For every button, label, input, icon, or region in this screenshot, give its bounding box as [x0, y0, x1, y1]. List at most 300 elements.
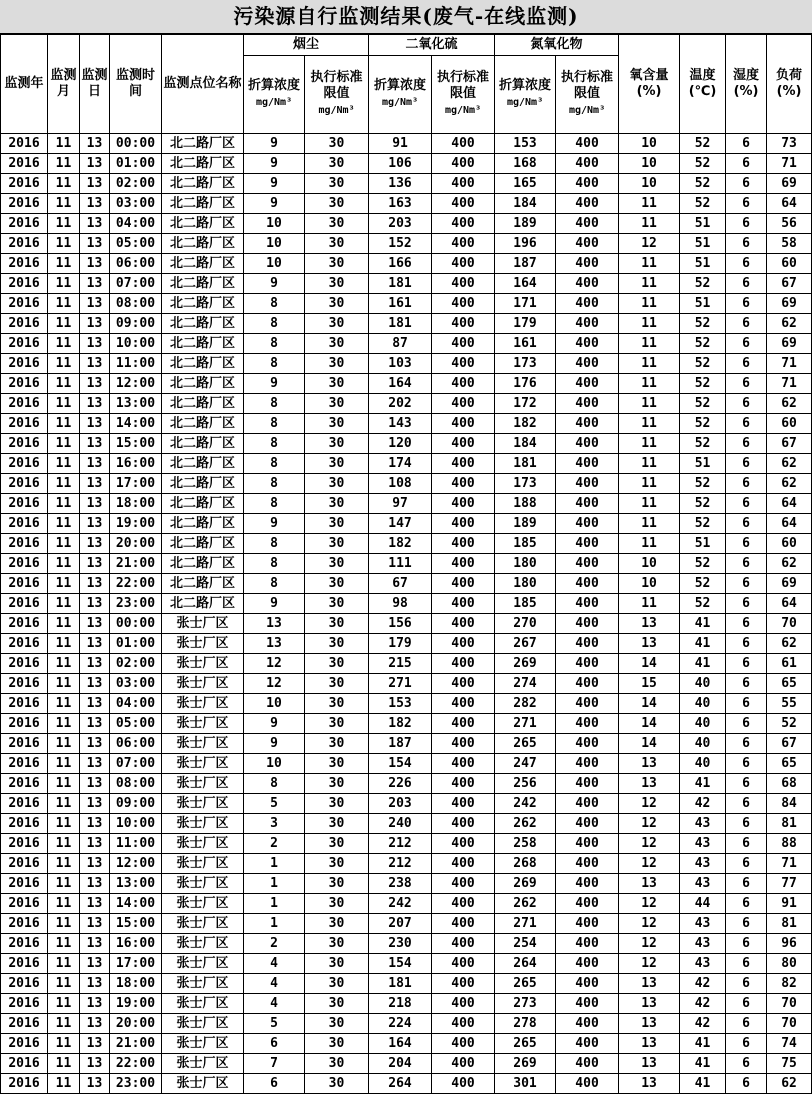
- humidity-cell: 6: [726, 894, 767, 914]
- so2-conc-cell: 174: [369, 454, 432, 474]
- oxygen-cell: 11: [619, 254, 680, 274]
- site-cell: 张士厂区: [162, 734, 244, 754]
- site-cell: 张士厂区: [162, 654, 244, 674]
- dust-conc-cell: 10: [244, 214, 305, 234]
- so2-limit-cell: 400: [432, 234, 495, 254]
- year-cell: 2016: [1, 674, 48, 694]
- col-load: 负荷(%): [767, 35, 812, 134]
- site-cell: 张士厂区: [162, 1014, 244, 1034]
- so2-conc-cell: 226: [369, 774, 432, 794]
- table-row: [1, 994, 812, 1014]
- nox-conc-cell: 181: [495, 454, 556, 474]
- table-row: [1, 794, 812, 814]
- temperature-cell: 52: [680, 574, 726, 594]
- nox-conc-cell: 173: [495, 354, 556, 374]
- temperature-cell: 43: [680, 814, 726, 834]
- month-cell: 11: [48, 354, 80, 374]
- table-row: [1, 754, 812, 774]
- year-cell: 2016: [1, 1054, 48, 1074]
- month-cell: 11: [48, 514, 80, 534]
- nox-conc-cell: 269: [495, 1054, 556, 1074]
- oxygen-cell: 12: [619, 234, 680, 254]
- table-row: [1, 914, 812, 934]
- nox-limit-cell: 400: [556, 774, 619, 794]
- time-cell: 08:00: [110, 774, 162, 794]
- limit-label: 执行标准限值: [561, 70, 614, 101]
- day-cell: 13: [80, 374, 110, 394]
- nox-limit-cell: 400: [556, 334, 619, 354]
- oxygen-cell: 13: [619, 994, 680, 1014]
- month-cell: 11: [48, 134, 80, 154]
- day-cell: 13: [80, 714, 110, 734]
- site-cell: 张士厂区: [162, 1034, 244, 1054]
- time-cell: 22:00: [110, 574, 162, 594]
- group-nox: 氮氧化物: [495, 35, 619, 56]
- time-cell: 21:00: [110, 554, 162, 574]
- oxygen-cell: 11: [619, 374, 680, 394]
- time-cell: 13:00: [110, 394, 162, 414]
- so2-conc-cell: 154: [369, 754, 432, 774]
- temperature-cell: 41: [680, 634, 726, 654]
- site-cell: 北二路厂区: [162, 574, 244, 594]
- col-nox-limit: [556, 56, 619, 134]
- load-cell: 71: [767, 354, 812, 374]
- year-cell: 2016: [1, 294, 48, 314]
- month-cell: 11: [48, 794, 80, 814]
- day-cell: 13: [80, 354, 110, 374]
- so2-conc-cell: 181: [369, 974, 432, 994]
- dust-conc-cell: 9: [244, 174, 305, 194]
- conc-label: 折算浓度: [499, 78, 552, 93]
- site-cell: 张士厂区: [162, 694, 244, 714]
- day-cell: 13: [80, 254, 110, 274]
- table-row: [1, 154, 812, 174]
- unit-label: mg/Nm³: [568, 105, 606, 116]
- oxygen-cell: 11: [619, 434, 680, 454]
- site-cell: 张士厂区: [162, 814, 244, 834]
- nox-conc-cell: 278: [495, 1014, 556, 1034]
- month-cell: 11: [48, 934, 80, 954]
- temperature-cell: 43: [680, 834, 726, 854]
- dust-limit-cell: 30: [305, 434, 369, 454]
- table-row: [1, 314, 812, 334]
- nox-limit-cell: 400: [556, 494, 619, 514]
- site-cell: 张士厂区: [162, 614, 244, 634]
- humidity-cell: 6: [726, 514, 767, 534]
- time-cell: 01:00: [110, 154, 162, 174]
- temperature-cell: 52: [680, 194, 726, 214]
- site-cell: 北二路厂区: [162, 274, 244, 294]
- temperature-cell: 44: [680, 894, 726, 914]
- nox-limit-cell: 400: [556, 1034, 619, 1054]
- oxygen-cell: 12: [619, 854, 680, 874]
- dust-limit-cell: 30: [305, 194, 369, 214]
- dust-limit-cell: 30: [305, 854, 369, 874]
- humidity-cell: 6: [726, 814, 767, 834]
- year-cell: 2016: [1, 474, 48, 494]
- dust-limit-cell: 30: [305, 674, 369, 694]
- temperature-cell: 52: [680, 434, 726, 454]
- so2-conc-cell: 179: [369, 634, 432, 654]
- day-cell: 13: [80, 454, 110, 474]
- day-cell: 13: [80, 1054, 110, 1074]
- year-cell: 2016: [1, 714, 48, 734]
- humidity-cell: 6: [726, 1014, 767, 1034]
- site-cell: 张士厂区: [162, 874, 244, 894]
- month-cell: 11: [48, 774, 80, 794]
- temperature-cell: 40: [680, 754, 726, 774]
- table-row: [1, 514, 812, 534]
- dust-limit-cell: 30: [305, 594, 369, 614]
- time-cell: 06:00: [110, 254, 162, 274]
- day-cell: 13: [80, 554, 110, 574]
- nox-conc-cell: 247: [495, 754, 556, 774]
- load-cell: 58: [767, 234, 812, 254]
- load-cell: 75: [767, 1054, 812, 1074]
- table-row: [1, 574, 812, 594]
- year-cell: 2016: [1, 894, 48, 914]
- temperature-cell: 52: [680, 374, 726, 394]
- temperature-cell: 43: [680, 854, 726, 874]
- humidity-cell: 6: [726, 834, 767, 854]
- dust-limit-cell: 30: [305, 914, 369, 934]
- load-cell: 55: [767, 694, 812, 714]
- nox-conc-cell: 269: [495, 874, 556, 894]
- month-cell: 11: [48, 634, 80, 654]
- day-cell: 13: [80, 634, 110, 654]
- year-cell: 2016: [1, 934, 48, 954]
- dust-conc-cell: 6: [244, 1034, 305, 1054]
- oxygen-cell: 12: [619, 794, 680, 814]
- temperature-cell: 43: [680, 954, 726, 974]
- nox-limit-cell: 400: [556, 934, 619, 954]
- time-cell: 04:00: [110, 694, 162, 714]
- nox-limit-cell: 400: [556, 454, 619, 474]
- site-cell: 北二路厂区: [162, 354, 244, 374]
- year-cell: 2016: [1, 194, 48, 214]
- day-cell: 13: [80, 734, 110, 754]
- day-cell: 13: [80, 494, 110, 514]
- day-cell: 13: [80, 894, 110, 914]
- temperature-cell: 41: [680, 654, 726, 674]
- month-cell: 11: [48, 954, 80, 974]
- table-header: [1, 35, 812, 134]
- col-month: 监测月: [48, 35, 80, 134]
- time-cell: 05:00: [110, 714, 162, 734]
- table-row: [1, 814, 812, 834]
- table-row: [1, 554, 812, 574]
- humidity-cell: 6: [726, 134, 767, 154]
- so2-conc-cell: 161: [369, 294, 432, 314]
- site-cell: 北二路厂区: [162, 294, 244, 314]
- nox-limit-cell: 400: [556, 214, 619, 234]
- so2-limit-cell: 400: [432, 214, 495, 234]
- so2-conc-cell: 182: [369, 534, 432, 554]
- year-cell: 2016: [1, 334, 48, 354]
- nox-limit-cell: 400: [556, 794, 619, 814]
- table-row: [1, 1074, 812, 1094]
- month-cell: 11: [48, 834, 80, 854]
- so2-conc-cell: 67: [369, 574, 432, 594]
- load-cell: 64: [767, 594, 812, 614]
- year-cell: 2016: [1, 534, 48, 554]
- load-cell: 70: [767, 994, 812, 1014]
- table-row: [1, 634, 812, 654]
- oxygen-cell: 14: [619, 714, 680, 734]
- year-cell: 2016: [1, 154, 48, 174]
- so2-conc-cell: 218: [369, 994, 432, 1014]
- nox-conc-cell: 270: [495, 614, 556, 634]
- so2-conc-cell: 271: [369, 674, 432, 694]
- month-cell: 11: [48, 894, 80, 914]
- site-cell: 张士厂区: [162, 774, 244, 794]
- nox-limit-cell: 400: [556, 734, 619, 754]
- dust-conc-cell: 4: [244, 954, 305, 974]
- site-cell: 张士厂区: [162, 974, 244, 994]
- day-cell: 13: [80, 954, 110, 974]
- day-cell: 13: [80, 994, 110, 1014]
- month-cell: 11: [48, 334, 80, 354]
- load-cell: 70: [767, 614, 812, 634]
- nox-conc-cell: 161: [495, 334, 556, 354]
- dust-limit-cell: 30: [305, 294, 369, 314]
- dust-limit-cell: 30: [305, 414, 369, 434]
- nox-limit-cell: 400: [556, 274, 619, 294]
- so2-limit-cell: 400: [432, 474, 495, 494]
- dust-conc-cell: 8: [244, 534, 305, 554]
- oxygen-cell: 11: [619, 534, 680, 554]
- oxygen-cell: 11: [619, 394, 680, 414]
- day-cell: 13: [80, 414, 110, 434]
- so2-conc-cell: 242: [369, 894, 432, 914]
- humidity-cell: 6: [726, 314, 767, 334]
- load-cell: 65: [767, 674, 812, 694]
- humidity-cell: 6: [726, 734, 767, 754]
- nox-conc-cell: 153: [495, 134, 556, 154]
- load-cell: 62: [767, 454, 812, 474]
- nox-limit-cell: 400: [556, 914, 619, 934]
- temperature-cell: 40: [680, 734, 726, 754]
- year-cell: 2016: [1, 454, 48, 474]
- nox-limit-cell: 400: [556, 874, 619, 894]
- oxygen-cell: 12: [619, 934, 680, 954]
- year-cell: 2016: [1, 234, 48, 254]
- dust-limit-cell: 30: [305, 254, 369, 274]
- year-cell: 2016: [1, 494, 48, 514]
- month-cell: 11: [48, 814, 80, 834]
- nox-limit-cell: 400: [556, 354, 619, 374]
- table-row: [1, 1054, 812, 1074]
- load-cell: 60: [767, 534, 812, 554]
- nox-limit-cell: 400: [556, 134, 619, 154]
- table-row: [1, 874, 812, 894]
- dust-limit-cell: 30: [305, 654, 369, 674]
- day-cell: 13: [80, 434, 110, 454]
- oxygen-cell: 13: [619, 1034, 680, 1054]
- col-nox-conc: [495, 56, 556, 134]
- load-cell: 56: [767, 214, 812, 234]
- year-cell: 2016: [1, 574, 48, 594]
- col-oxygen: 氧含量(%): [619, 35, 680, 134]
- so2-limit-cell: 400: [432, 534, 495, 554]
- load-cell: 67: [767, 274, 812, 294]
- so2-limit-cell: 400: [432, 414, 495, 434]
- day-cell: 13: [80, 314, 110, 334]
- year-cell: 2016: [1, 734, 48, 754]
- nox-conc-cell: 262: [495, 894, 556, 914]
- table-row: [1, 594, 812, 614]
- nox-conc-cell: 188: [495, 494, 556, 514]
- oxygen-cell: 10: [619, 554, 680, 574]
- oxygen-cell: 13: [619, 1014, 680, 1034]
- time-cell: 20:00: [110, 534, 162, 554]
- time-cell: 17:00: [110, 474, 162, 494]
- temperature-cell: 42: [680, 974, 726, 994]
- oxygen-cell: 12: [619, 834, 680, 854]
- so2-limit-cell: 400: [432, 994, 495, 1014]
- table-row: [1, 254, 812, 274]
- temperature-cell: 52: [680, 414, 726, 434]
- humidity-cell: 6: [726, 414, 767, 434]
- load-cell: 74: [767, 1034, 812, 1054]
- table-row: [1, 494, 812, 514]
- nox-conc-cell: 265: [495, 974, 556, 994]
- so2-conc-cell: 203: [369, 214, 432, 234]
- so2-limit-cell: 400: [432, 574, 495, 594]
- dust-conc-cell: 5: [244, 1014, 305, 1034]
- so2-limit-cell: 400: [432, 1014, 495, 1034]
- table-row: [1, 834, 812, 854]
- site-cell: 张士厂区: [162, 1074, 244, 1094]
- dust-conc-cell: 10: [244, 694, 305, 714]
- time-cell: 09:00: [110, 794, 162, 814]
- nox-limit-cell: 400: [556, 294, 619, 314]
- dust-limit-cell: 30: [305, 454, 369, 474]
- load-cell: 62: [767, 474, 812, 494]
- so2-conc-cell: 87: [369, 334, 432, 354]
- month-cell: 11: [48, 714, 80, 734]
- year-cell: 2016: [1, 834, 48, 854]
- dust-conc-cell: 4: [244, 974, 305, 994]
- col-so2-conc: [369, 56, 432, 134]
- nox-limit-cell: 400: [556, 974, 619, 994]
- so2-limit-cell: 400: [432, 614, 495, 634]
- so2-limit-cell: 400: [432, 714, 495, 734]
- month-cell: 11: [48, 494, 80, 514]
- time-cell: 11:00: [110, 834, 162, 854]
- month-cell: 11: [48, 1054, 80, 1074]
- so2-limit-cell: 400: [432, 954, 495, 974]
- month-cell: 11: [48, 234, 80, 254]
- month-cell: 11: [48, 1074, 80, 1094]
- nox-conc-cell: 258: [495, 834, 556, 854]
- humidity-cell: 6: [726, 174, 767, 194]
- dust-conc-cell: 8: [244, 554, 305, 574]
- temperature-cell: 52: [680, 474, 726, 494]
- so2-limit-cell: 400: [432, 354, 495, 374]
- load-cell: 70: [767, 1014, 812, 1034]
- dust-limit-cell: 30: [305, 614, 369, 634]
- oxygen-cell: 10: [619, 154, 680, 174]
- nox-limit-cell: 400: [556, 654, 619, 674]
- table-row: [1, 234, 812, 254]
- day-cell: 13: [80, 234, 110, 254]
- humidity-cell: 6: [726, 854, 767, 874]
- site-cell: 张士厂区: [162, 934, 244, 954]
- time-cell: 12:00: [110, 854, 162, 874]
- nox-limit-cell: 400: [556, 394, 619, 414]
- dust-conc-cell: 8: [244, 334, 305, 354]
- year-cell: 2016: [1, 994, 48, 1014]
- temperature-cell: 52: [680, 314, 726, 334]
- day-cell: 13: [80, 474, 110, 494]
- table-row: [1, 474, 812, 494]
- so2-conc-cell: 111: [369, 554, 432, 574]
- humidity-cell: 6: [726, 714, 767, 734]
- load-cell: 71: [767, 154, 812, 174]
- time-cell: 18:00: [110, 494, 162, 514]
- col-dust-conc: [244, 56, 305, 134]
- so2-conc-cell: 204: [369, 1054, 432, 1074]
- nox-limit-cell: 400: [556, 634, 619, 654]
- nox-conc-cell: 262: [495, 814, 556, 834]
- dust-conc-cell: 8: [244, 434, 305, 454]
- nox-conc-cell: 180: [495, 554, 556, 574]
- year-cell: 2016: [1, 794, 48, 814]
- so2-conc-cell: 91: [369, 134, 432, 154]
- day-cell: 13: [80, 394, 110, 414]
- humidity-cell: 6: [726, 634, 767, 654]
- table-row: [1, 194, 812, 214]
- monitoring-table: [0, 34, 812, 1094]
- month-cell: 11: [48, 294, 80, 314]
- dust-conc-cell: 9: [244, 594, 305, 614]
- site-cell: 张士厂区: [162, 994, 244, 1014]
- nox-limit-cell: 400: [556, 254, 619, 274]
- month-cell: 11: [48, 474, 80, 494]
- month-cell: 11: [48, 554, 80, 574]
- oxygen-cell: 14: [619, 694, 680, 714]
- so2-limit-cell: 400: [432, 834, 495, 854]
- temperature-cell: 51: [680, 254, 726, 274]
- temperature-cell: 43: [680, 934, 726, 954]
- so2-limit-cell: 400: [432, 754, 495, 774]
- load-cell: 60: [767, 254, 812, 274]
- dust-limit-cell: 30: [305, 894, 369, 914]
- site-cell: 北二路厂区: [162, 534, 244, 554]
- temperature-cell: 52: [680, 354, 726, 374]
- year-cell: 2016: [1, 914, 48, 934]
- time-cell: 19:00: [110, 514, 162, 534]
- load-cell: 81: [767, 814, 812, 834]
- dust-limit-cell: 30: [305, 274, 369, 294]
- humidity-cell: 6: [726, 194, 767, 214]
- so2-limit-cell: 400: [432, 914, 495, 934]
- time-cell: 13:00: [110, 874, 162, 894]
- temperature-cell: 40: [680, 674, 726, 694]
- humidity-cell: 6: [726, 334, 767, 354]
- month-cell: 11: [48, 1014, 80, 1034]
- load-cell: 80: [767, 954, 812, 974]
- time-cell: 08:00: [110, 294, 162, 314]
- dust-conc-cell: 9: [244, 374, 305, 394]
- nox-conc-cell: 273: [495, 994, 556, 1014]
- dust-conc-cell: 9: [244, 134, 305, 154]
- time-cell: 05:00: [110, 234, 162, 254]
- temperature-cell: 43: [680, 914, 726, 934]
- load-cell: 65: [767, 754, 812, 774]
- load-cell: 69: [767, 294, 812, 314]
